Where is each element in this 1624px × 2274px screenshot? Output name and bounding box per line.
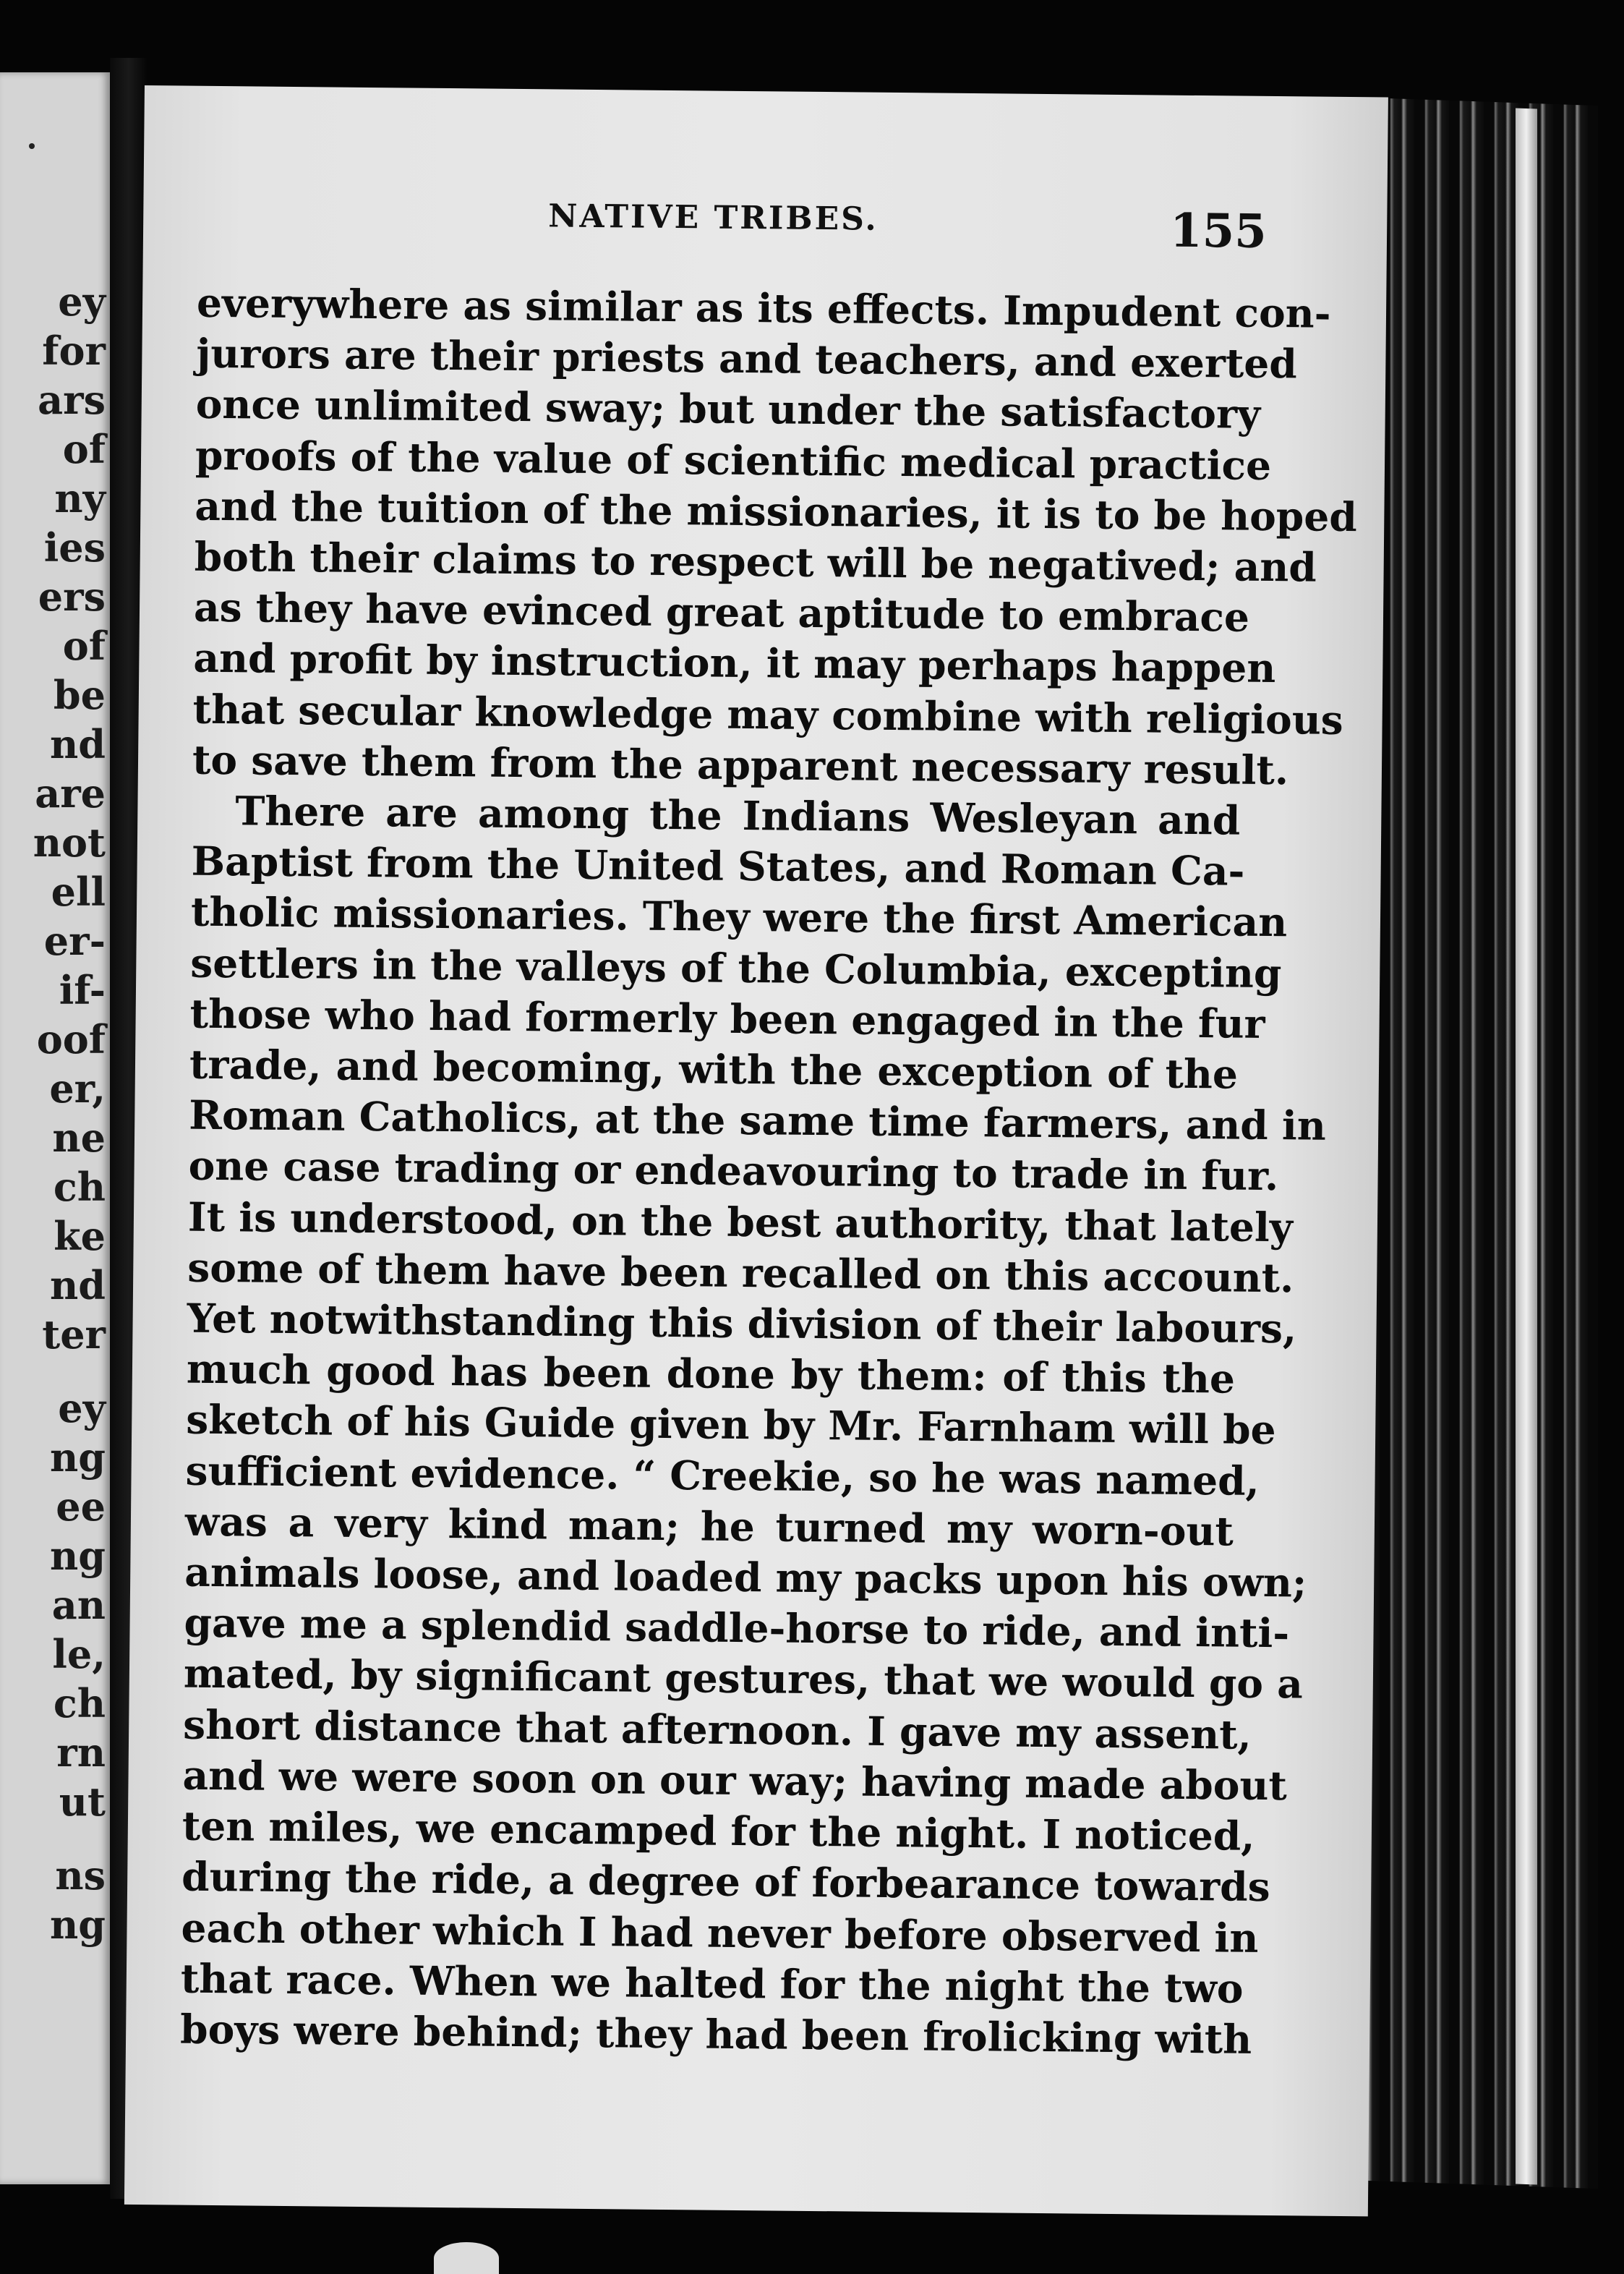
text-line: each other which I had never before observed in [181, 1904, 1259, 1962]
left-line-fragment: ne [52, 1115, 106, 1161]
text-line: both their claims to respect will be negatived; and [194, 532, 1317, 591]
left-line-fragment: if- [59, 967, 106, 1013]
text-line: animals loose, and loaded my packs upon his own; [184, 1548, 1307, 1606]
left-line-fragment: rn [56, 1729, 106, 1776]
text-line: and the tuition of the missionaries, it is to be hoped [195, 482, 1358, 540]
left-line-fragment: ch [53, 1164, 106, 1210]
ink-dot [29, 143, 35, 149]
text-line: tholic missionaries. They were the first American [190, 888, 1288, 946]
left-line-fragment: ng [49, 1533, 106, 1579]
text-line: that secular knowledge may combine with religious [192, 685, 1344, 744]
text-line: It is understood, on the best authority, that lately [187, 1193, 1294, 1251]
text-line: ten miles, we encamped for the night. I noticed, [181, 1802, 1255, 1860]
text-line: and profit by instruction, it may perhaps happen [193, 634, 1276, 692]
text-line: gave me a splendid saddle-horse to ride, and inti- [184, 1598, 1290, 1657]
left-line-fragment: ey [58, 1385, 106, 1431]
text-line: some of them have been recalled on this account. [187, 1243, 1294, 1302]
left-line-fragment: ng [49, 1902, 106, 1948]
left-line-fragment: nd [49, 721, 106, 767]
text-line: was a very kind man; he turned my worn-out [184, 1497, 1234, 1555]
left-line-fragment: ers [38, 574, 106, 620]
left-line-fragment: ns [55, 1852, 106, 1899]
text-line: There are among the Indians Wesleyan and [235, 787, 1241, 844]
left-line-fragment: le, [52, 1631, 106, 1677]
text-line: mated, by significant gestures, that we would go a [183, 1650, 1304, 1708]
left-line-fragment: ee [56, 1483, 106, 1530]
left-line-fragment: ut [59, 1779, 106, 1825]
left-line-fragment: ies [43, 524, 106, 571]
text-line: one case trading or endeavouring to trade in fur. [188, 1142, 1279, 1200]
left-line-fragment: an [51, 1582, 106, 1628]
body-text [179, 278, 1358, 2065]
book-page [124, 85, 1388, 2216]
left-line-fragment: ter [42, 1311, 106, 1358]
text-line: that race. When we halted for the night the two [180, 1954, 1244, 2012]
text-line: those who had formerly been engaged in the fur [189, 989, 1265, 1047]
left-line-fragment: er, [49, 1065, 106, 1112]
text-line: during the ride, a degree of forbearance towards [181, 1852, 1270, 1911]
text-line: and we were soon on our way; having made about [182, 1751, 1288, 1810]
left-line-fragment: oof [36, 1016, 106, 1063]
text-line: Baptist from the United States, and Roman Ca- [191, 837, 1245, 895]
running-head: NATIVE TRIBES. [548, 197, 879, 238]
page-edge-highlight [1516, 108, 1537, 2184]
page-bottom-artifact [434, 2242, 499, 2274]
left-line-fragment: ke [54, 1213, 106, 1259]
text-line: Yet notwithstanding this division of their labours, [187, 1294, 1297, 1353]
text-line: proofs of the value of scientific medical practice [195, 431, 1272, 489]
left-line-fragment: er- [43, 918, 106, 964]
text-line: settlers in the valleys of the Columbia, excepting [190, 939, 1282, 997]
text-line: much good has been done by them: of this the [186, 1345, 1236, 1402]
left-line-fragment: ch [53, 1680, 106, 1726]
left-line-fragment: ny [54, 475, 106, 521]
text-line: everywhere as similar as its effects. Impudent con- [196, 278, 1331, 337]
left-line-fragment: of [62, 426, 106, 472]
text-line: to save them from the apparent necessary result. [192, 736, 1289, 794]
left-line-fragment: ars [38, 377, 106, 423]
left-line-fragment: ell [51, 869, 106, 915]
text-line: as they have evinced great aptitude to embrace [193, 583, 1250, 641]
text-line: Roman Catholics, at the same time farmers, and in [189, 1091, 1327, 1149]
text-line: boys were behind; they had been frolicking with [179, 2005, 1252, 2063]
text-line: trade, and becoming, with the exception of the [189, 1040, 1239, 1098]
left-line-fragment: are [35, 770, 106, 817]
left-line-fragment: ng [49, 1434, 106, 1481]
text-line: sufficient evidence. “ Creekie, so he was named, [185, 1447, 1260, 1504]
page-number: 155 [1169, 203, 1268, 259]
left-facing-page [0, 72, 110, 2184]
left-line-fragment: nd [49, 1262, 106, 1308]
left-line-fragment: for [42, 328, 106, 374]
left-line-fragment: of [62, 623, 106, 669]
text-line: sketch of his Guide given by Mr. Farnham will be [185, 1396, 1276, 1454]
text-line: short distance that afternoon. I gave my assent, [182, 1700, 1252, 1758]
left-line-fragment: be [53, 672, 106, 718]
left-line-fragment: not [33, 819, 106, 866]
text-line: once unlimited sway; but under the satisfactory [195, 380, 1261, 438]
left-line-fragment: ey [58, 278, 106, 325]
text-line: jurors are their priests and teachers, and exerted [196, 329, 1298, 388]
